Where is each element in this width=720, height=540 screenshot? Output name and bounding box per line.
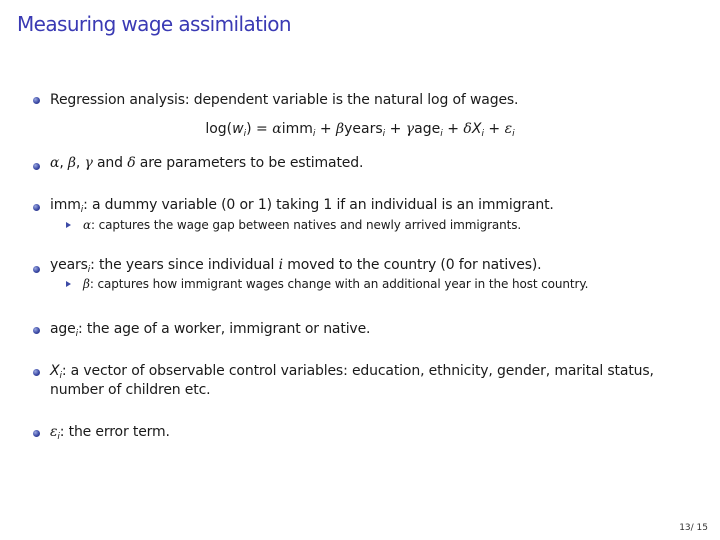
bullet-icon bbox=[33, 97, 40, 104]
imm-definition: imm$_i$: a dummy variable (0 or 1) taking 1 if an individual is an immigrant. bbox=[50, 197, 554, 215]
age-definition: age$_i$: the age of a worker, immigrant or native. bbox=[50, 321, 371, 339]
parameters-text: α, β, γ and δ are parameters to be estimated. bbox=[50, 155, 364, 171]
error-term-definition: $\varepsilon_i$: the error term. bbox=[50, 424, 170, 442]
alpha-explanation: α: captures the wage gap between natives and newly arrived immigrants. bbox=[83, 218, 522, 232]
slide-title: Measuring wage assimilation bbox=[17, 12, 292, 36]
bullet-icon bbox=[33, 266, 40, 273]
bullet-icon bbox=[33, 327, 40, 334]
bullet-icon bbox=[33, 369, 40, 376]
bullet-icon bbox=[33, 204, 40, 211]
regression-text: Regression analysis: dependent variable is the natural log of wages. bbox=[50, 92, 519, 108]
years-definition: years$_i$: the years since individual i moved to the country (0 for natives). bbox=[50, 257, 542, 275]
page-number: 13/ 15 bbox=[679, 523, 708, 533]
sub-bullet-arrow-icon bbox=[66, 222, 71, 228]
beta-explanation: β: captures how immigrant wages change with an additional year in the host country. bbox=[83, 277, 589, 291]
sub-bullet-arrow-icon bbox=[66, 281, 71, 287]
bullet-icon bbox=[33, 163, 40, 170]
regression-equation: $\log(w_i) = \alpha imm_i$ + βyears$_i$ + $\gamma age_i + \delta X_i + \varepsilon_i$ bbox=[205, 121, 515, 139]
bullet-icon bbox=[33, 430, 40, 437]
x-definition-continued: number of children etc. bbox=[50, 382, 211, 398]
x-definition: $X_i$: a vector of observable control variables: education, ethnicity, gender, marital status, bbox=[50, 363, 654, 381]
